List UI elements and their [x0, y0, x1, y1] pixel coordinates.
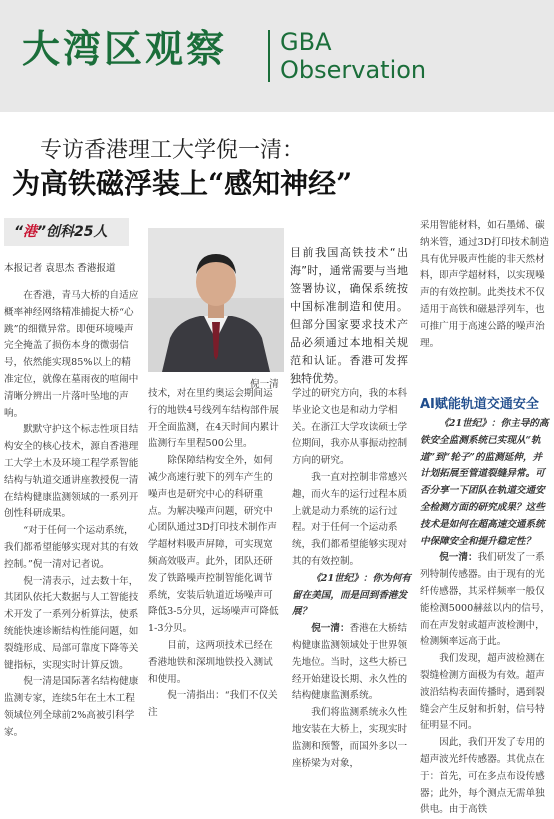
portrait-illustration-icon — [148, 228, 284, 372]
answer-text: 香港在大桥结构健康监测领域处于世界领先地位。当时，这些大桥已经开始建设长期、永久性的结构健康监测系统。 — [292, 623, 408, 702]
paragraph: 采用智能材料，如石墨烯、碳纳米管，通过3D打印技术制造具有优异吸声性能的非天然材料，即声学超材料，以实现噪声的有效控制。此类技术不仅适用于高铁和磁悬浮列车，也可推广用于高速公路的噪声治理。 — [420, 220, 549, 349]
interview-answer — [292, 621, 412, 705]
answer-label: 倪一清： — [439, 552, 478, 564]
paragraph: 默默守护这个标志性项目结构安全的核心技术，源自香港理工大学土木及环境工程学系智能结构与轨道交通讲座教授倪一清在结构健康监测领域的一系列开创性科研成果。 — [4, 424, 139, 520]
tag-prefix: “ — [14, 224, 24, 240]
paragraph: 学过的研究方向，我的本科毕业论文也是和动力学相关。在浙江大学攻读硕士学位期间，我亦从事振动控制方向的研究。 — [292, 388, 408, 467]
tag-highlight: 港 — [23, 224, 38, 240]
section-title-cn: 大湾区观察 — [22, 26, 228, 71]
column-2 — [148, 386, 282, 722]
photo-caption: 倪一清 — [250, 379, 279, 390]
section-title-en-line2: Observation — [280, 56, 427, 84]
series-tag — [4, 218, 129, 246]
column-4 — [420, 416, 550, 819]
column-1 — [4, 288, 140, 742]
column-3 — [292, 386, 412, 772]
question-label: 《21世纪》： — [439, 418, 501, 429]
paragraph: 倪一清指出：“我们不仅关注 — [148, 690, 278, 719]
question-text: 你为何有留在美国，而是回到香港发展？ — [292, 572, 411, 618]
paragraph: 我一直对控制非常感兴趣，而火车的运行过程本质上就是动力系统的运行过程。对于任何一个运动系统，我们都希望能够实现对其的有效控制。 — [292, 471, 408, 567]
answer-text: 我们研发了一系列特制传感器。由于现有的光纤传感器，其采样频率一般仅能检测5000赫兹以内的信号，而在声发射或超声波检测中，检测频率远高于此。 — [420, 552, 550, 648]
question-label: 《21世纪》： — [311, 572, 373, 584]
section-heading-text: AI赋能轨道交通安全 — [420, 397, 539, 412]
header-divider — [268, 30, 270, 82]
paragraph: 倪一清是国际著名结构健康监测专家，连续5年在土木工程领域位列全球前2%高被引科学家。 — [4, 676, 139, 738]
paragraph: 技术，对在里约奥运会期间运行的地铁4号线列车结构部件展开全面监测，在4天时间内累计监测行车里程500公里。 — [148, 388, 279, 450]
article-title: 为高铁磁浮装上“感知神经” — [12, 167, 353, 200]
pull-quote: 目前我国高铁技术“出海”时，通常需要与当地签署协议，确保系统按中国标准制造和使用。但部分国家要求技术产品必须通过本地相关规范和认证。香港可发挥独特优势。 — [290, 246, 408, 385]
question-text: 你主导的高铁安全监测系统已实现从“轨道”到“轮子”的监测延伸，并计划拓展至管道裂缝异常。可否分享一下团队在轨道交通安全检测方面的研究成果？这些技术是如何在超高速交通系统中保障安全和提升稳定性？ — [420, 418, 549, 547]
paragraph: 我们将监测系统永久性地安装在大桥上，实现实时监测和预警，而国外多以一座桥梁为对象， — [292, 707, 408, 769]
paragraph: 除保障结构安全外，如何减少高速行驶下的列车产生的噪声也是研究中心的科研重点。为解决噪声问题，研究中心团队通过3D打印技术制作声学超材料吸声屏障，可实现宽频高效吸声。此外，团队还研发了铁路噪声控制智能化调节系统，安装后轨道近场噪声可降低3-5分贝，远场噪声可降低1-3分贝。 — [148, 455, 279, 635]
paragraph: 在香港，青马大桥的自适应概率神经网络精准捕捉大桥“心跳”的细微异常。即便环境噪声完全掩盖了损伤本身的微弱信号，依然能实现85%以上的精准定位，就像在墓雨夜的喧闹中清晰分辨出一片落叶坠地的声响。 — [4, 290, 139, 419]
answer-label: 倪一清： — [311, 623, 350, 635]
article-subtitle: 专访香港理工大学倪一清： — [40, 138, 305, 163]
paragraph: 我们发现，超声波检测在裂缝检测方面极为有效。超声波沿结构表面传播时，遇到裂缝会产生反射和折射，信号特征明显不同。 — [420, 653, 545, 732]
paragraph: 倪一清表示，过去数十年，其团队依托大数据与人工智能技术开发了一系列分析算法，使系统能快速诊断结构性能问题，如裂缝形成、局部可靠度下降等关键指标，实现实时计算反馈。 — [4, 575, 139, 671]
paragraph: 因此，我们开发了专用的超声波光纤传感器。其优点在于：首先，可在多点布设传感器；此外，每个测点无需单独供电。由于高铁 — [420, 737, 545, 816]
byline: 本报记者 袁思杰 香港报道 — [4, 263, 116, 274]
tag-text: ”创科25人 — [37, 224, 108, 240]
portrait-photo — [148, 228, 284, 372]
interview-question — [420, 416, 550, 550]
interview-answer — [420, 550, 550, 651]
paragraph: 目前，这两项技术已经在香港地铁和深圳地铁投入测试和使用。 — [148, 639, 273, 685]
column-4-top — [420, 218, 550, 352]
section-heading — [420, 396, 539, 414]
section-title-en-line1: GBA — [280, 28, 332, 56]
paragraph: “对于任何一个运动系统，我们都希望能够实现对其的有效控制。”倪一清对记者说。 — [4, 525, 139, 570]
section-header — [0, 0, 554, 112]
